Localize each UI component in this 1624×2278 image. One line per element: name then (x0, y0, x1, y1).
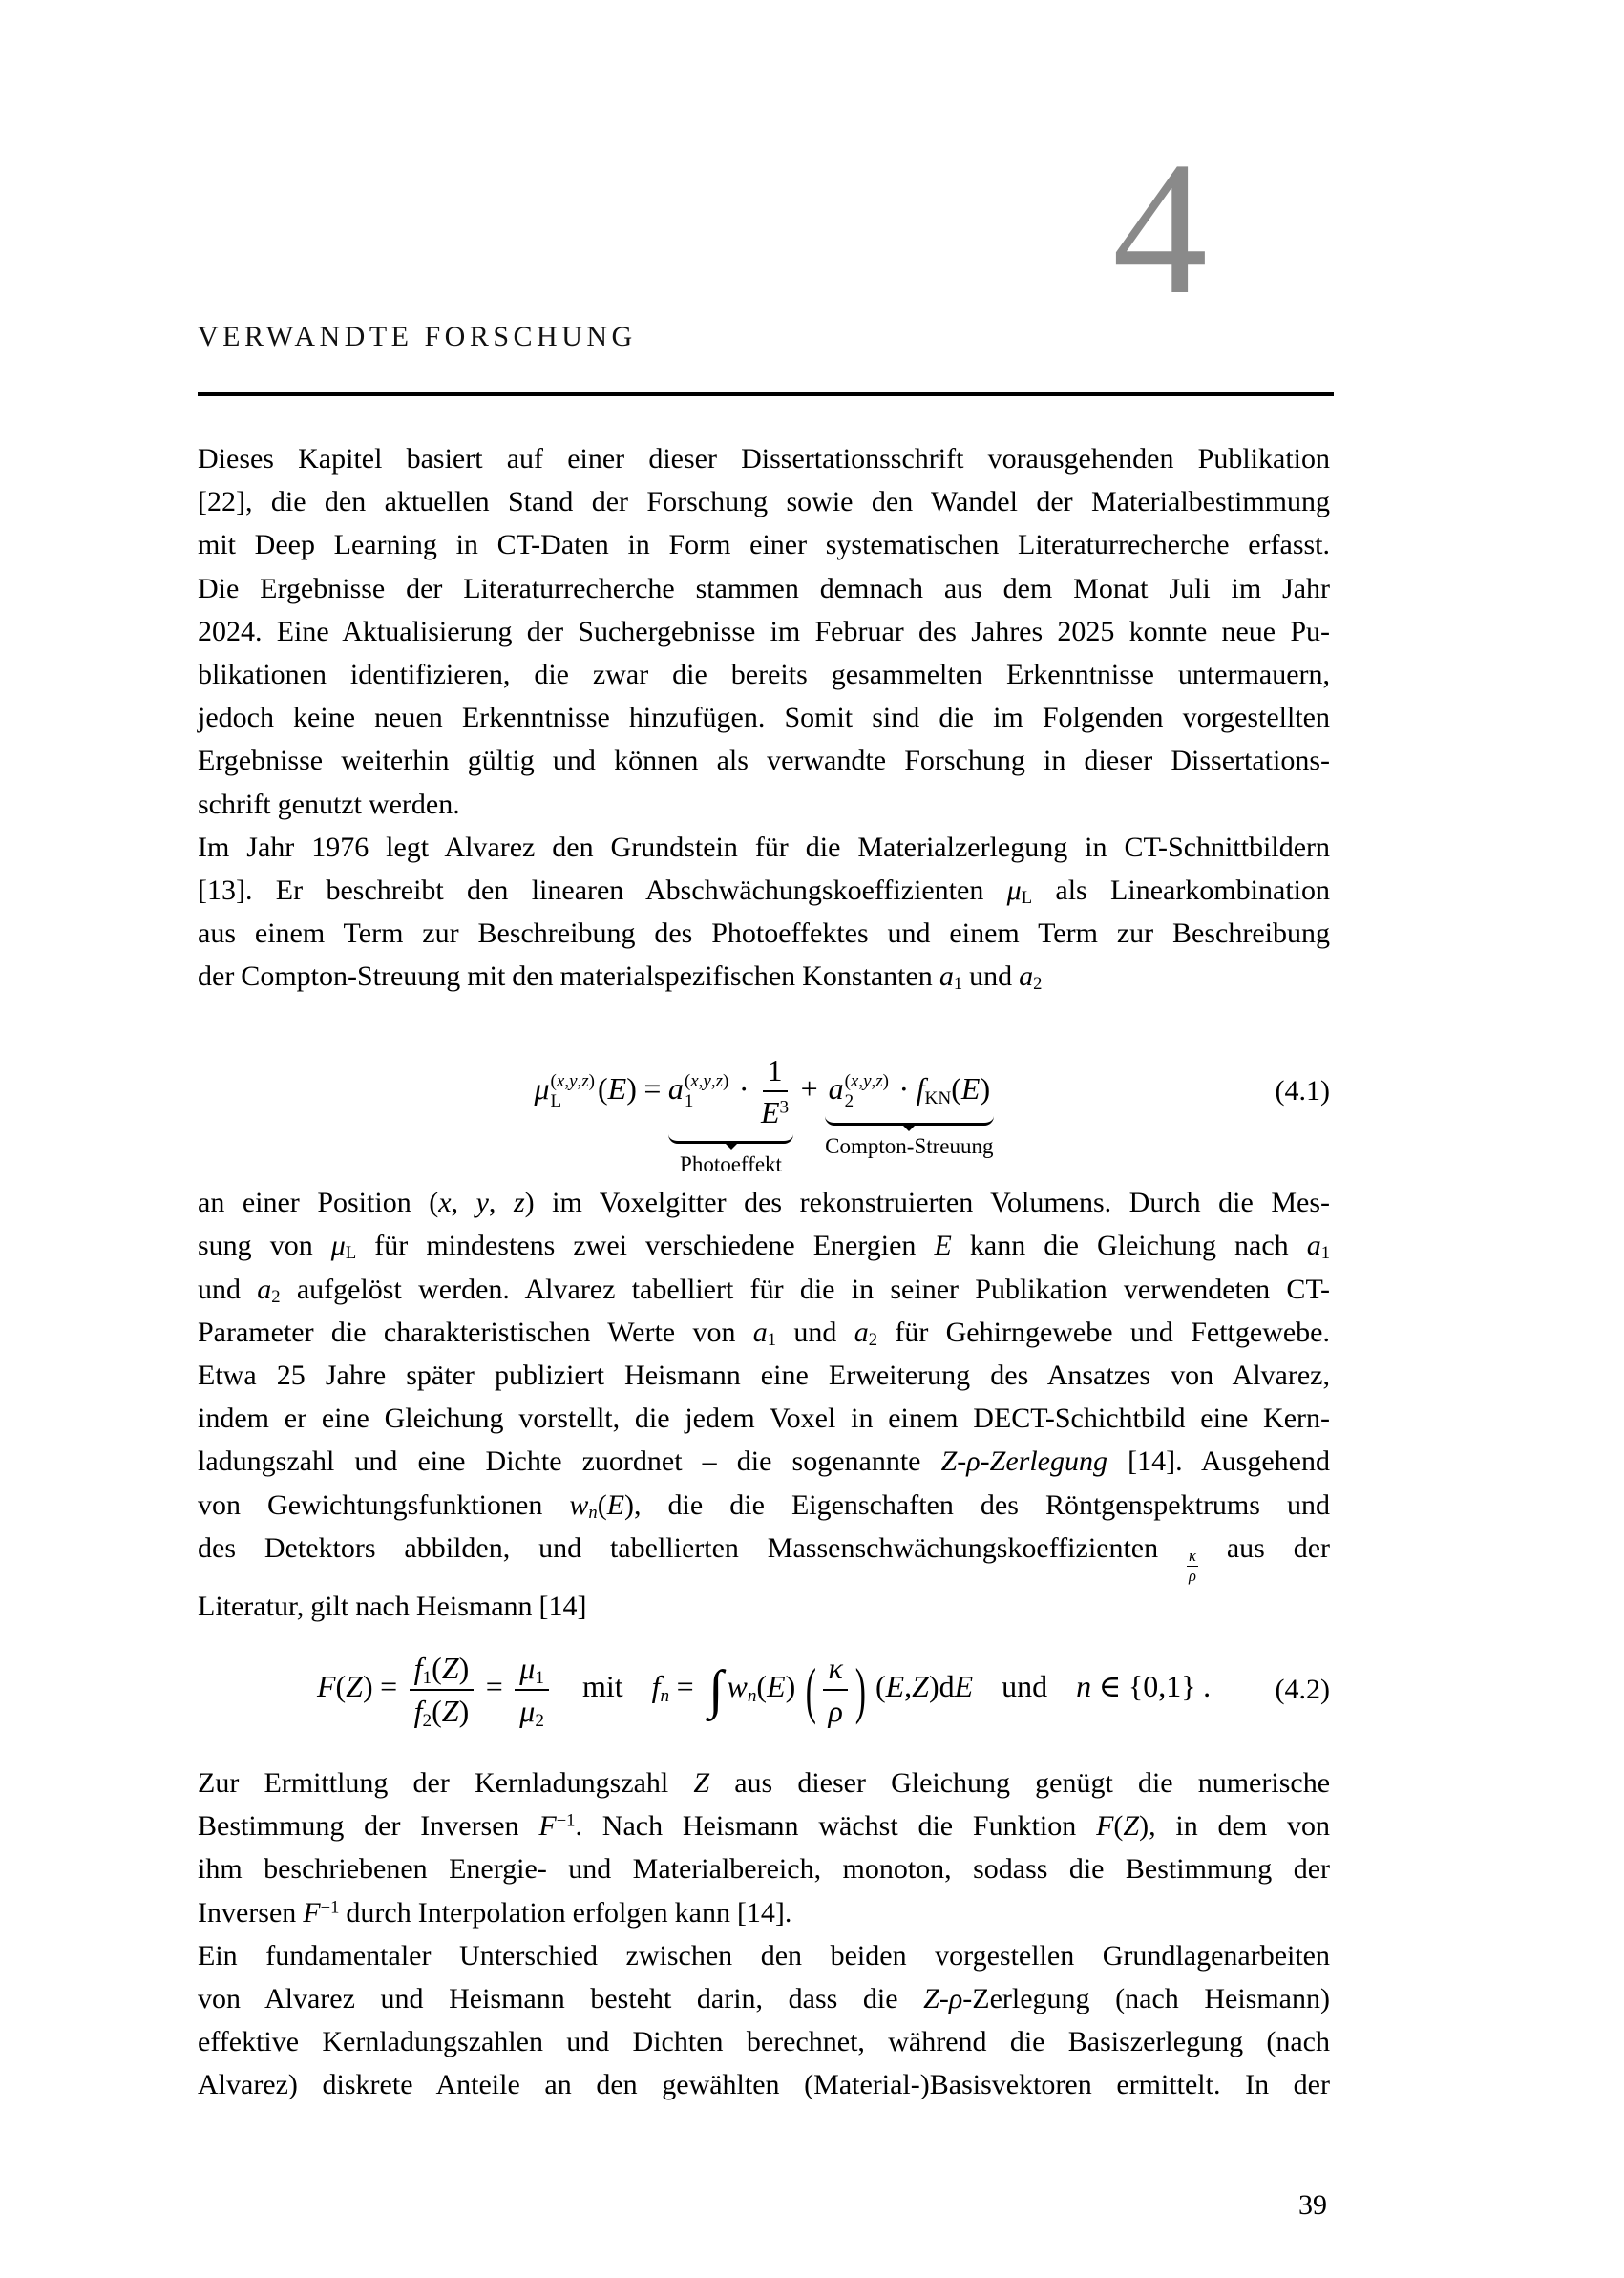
text-line: Inversen $F^{-1}$ durch Interpolation erfolgen kann [14]. (198, 1896, 792, 1929)
text-line: blikationen identifizieren, die zwar die bereits gesammelten Erkenntnisse untermauern, (198, 659, 1330, 691)
text-line: Parameter die charakteristischen Werte von $a_1$ und $a_2$ für Gehirngewebe und Fettgewebe. (198, 1316, 1330, 1350)
text-line: Zur Ermittlung der Kernladungszahl Z aus dieser Gleichung genügt die numerische (198, 1767, 1331, 1800)
text-line: Im Jahr 1976 legt Alvarez den Grundstein für die Materialzerlegung in CT-Schnittbildern (198, 831, 1330, 863)
text-line: an einer Position (x, y, z) im Voxelgitter des rekonstruierten Volumens. Durch die Mes- (198, 1187, 1331, 1219)
text-line: [13]. Er beschreibt den linearen Abschwächungskoeffizienten $\mu_L$ als Linearkombination (198, 875, 1330, 909)
text-line: Ergebnisse weiterhin gültig und können als verwandte Forschung in dieser Dissertations- (198, 745, 1330, 777)
text-line: Bestimmung der Inversen $F^{-1}$. Nach Heismann wächst die Funktion F(Z), in dem von (198, 1810, 1330, 1843)
text-line: schrift genutzt werden. (198, 788, 460, 820)
text-line: mit Deep Learning in CT-Daten in Form einer systematischen Literaturrecherche erfasst. (198, 529, 1330, 561)
text-line: Literatur, gilt nach Heismann [14] (198, 1591, 587, 1623)
text-line: jedoch keine neuen Erkenntnisse hinzufügen. Somit sind die im Folgenden vorgestellten (198, 702, 1330, 734)
text-line: [22], die den aktuellen Stand der Forschung sowie den Wandel der Materialbestimmung (198, 486, 1330, 518)
text-line: von Alvarez und Heismann besteht darin, dass die Z-ρ-Zerlegung (nach Heismann) (198, 1983, 1330, 2015)
text-line: Die Ergebnisse der Literaturrecherche stammen demnach aus dem Monat Juli im Jahr (198, 572, 1330, 604)
chapter-title: VERWANDTE FORSCHUNG (198, 321, 637, 352)
body-flow (198, 437, 1330, 2107)
text-line: aus einem Term zur Beschreibung des Photoeffektes und einem Term zur Beschreibung (198, 918, 1330, 950)
text-line: 2024. Eine Aktualisierung der Suchergebnisse im Februar des Jahres 2025 konnte neue Pu- (198, 615, 1330, 647)
text-line: und $a_2$ aufgelöst werden. Alvarez tabelliert für die in seiner Publikation verwendeten CT- (198, 1273, 1331, 1307)
text-line: des Detektors abbilden, und tabellierten Massenschwächungskoeffizienten $\frac{\kappa}{\rho}$ aus der (198, 1531, 1331, 1586)
equation-body: μ (x,y,z) L (E) = a (x,y,z) 1 · $\frac{1}{E^3}$ Photoeffekt + a (x,y,z) 2 · $f_{KN}(E)$ Compton-Streuung (534, 1052, 994, 1177)
text-line: ladungszahl und eine Dichte zuordnet – die sogenannte Z-ρ-Zerlegung [14]. Ausgehend (198, 1445, 1330, 1478)
chapter-number: 4 (1112, 123, 1208, 334)
text-line: ihm beschriebenen Energie- und Materialbereich, monoton, sodass die Bestimmung der (198, 1853, 1330, 1886)
text-line: Alvarez) diskrete Anteile an den gewählten (Material-)Basisvektoren ermittelt. In der (198, 2069, 1330, 2101)
chapter-rule (198, 392, 1334, 396)
para-inverse (198, 1761, 1330, 1934)
text-line: Etwa 25 Jahre später publiziert Heismann eine Erweiterung des Ansatzes von Alvarez, (198, 1360, 1330, 1392)
eq-4-2 (198, 1651, 1330, 1732)
equation-number: (4.1) (1275, 1075, 1330, 1107)
text-line: der Compton-Streuung mit den materialspezifischen Konstanten $a_1$ und $a_2$ (198, 960, 1043, 995)
text-line: Ein fundamentaler Unterschied zwischen den beiden vorgestellen Grundlagenarbeiten (198, 1939, 1330, 1972)
para-position (198, 1181, 1330, 1628)
text-line: indem er eine Gleichung vorstellt, die jedem Voxel in einem DECT-Schichtbild eine Kern- (198, 1403, 1330, 1435)
equation-number: (4.2) (1275, 1674, 1330, 1706)
text-line: Dieses Kapitel basiert auf einer dieser Dissertationsschrift vorausgehenden Publikation (198, 443, 1330, 475)
equation-body: F(Z) = $\frac{f_1(Z)}{f_2(Z)}$ = $\frac{\mu_1}{\mu_2}$ mit $f_n$ = ∫ $w_n(E)$ ( $\frac{\kappa}{\rho}$ ) (E,Z)dE und n ∈ {0,1} . (316, 1651, 1212, 1732)
text-line: effektive Kernladungszahlen und Dichten berechnet, während die Basiszerlegung (nach (198, 2026, 1330, 2058)
text-line: sung von $\mu_L$ für mindestens zwei verschiedene Energien E kann die Gleichung nach $a_1$ (198, 1230, 1330, 1264)
page-number: 39 (1298, 2189, 1327, 2221)
para-intro (198, 437, 1330, 826)
eq-4-1 (198, 1008, 1330, 1176)
text-line: von Gewichtungsfunktionen $w_n(E)$, die die Eigenschaften des Röntgenspektrums und (198, 1488, 1330, 1523)
para-unterschied (198, 1934, 1330, 2107)
para-alvarez (198, 826, 1330, 999)
